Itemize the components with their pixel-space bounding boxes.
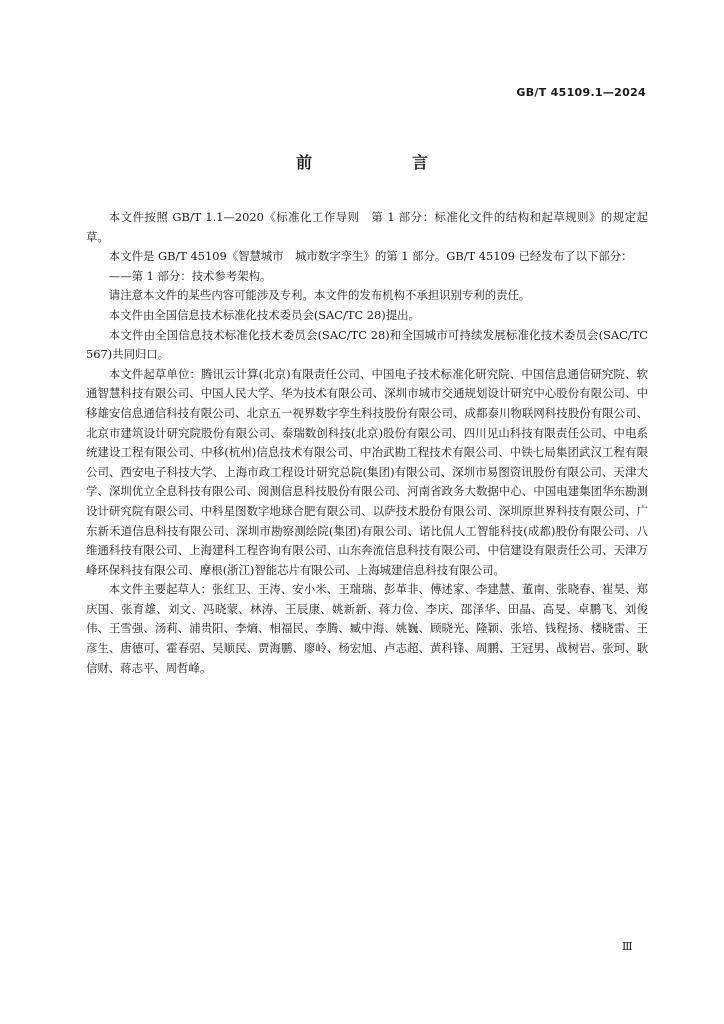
paragraph-series-parts: 本文件是 GB/T 45109《智慧城市 城市数字孪生》的第 1 部分。GB/T 45109 已经发布了以下部分： xyxy=(108,249,633,264)
paragraph-administered-by: 本文件由全国信息技术标准化技术委员会(SAC/TC 28)和全国城市可持续发展标准化技术委员会(SAC/TC 567)共同归口。 xyxy=(86,327,648,362)
foreword-body xyxy=(86,208,648,678)
standard-code: GB/T 45109.1—2024 xyxy=(516,86,646,99)
paragraph-patent-notice: 请注意本文件的某些内容可能涉及专利。本文件的发布机构不承担识别专利的责任。 xyxy=(108,288,531,303)
page-title: 前 言 xyxy=(295,153,470,172)
page-number: Ⅲ xyxy=(622,940,633,953)
paragraph-part-list: ——第 1 部分：技术参考架构。 xyxy=(108,268,272,283)
paragraph-drafting-rules: 本文件按照 GB/T 1.1—2020《标准化工作导则 第 1 部分：标准化文件的结构和起草规则》的规定起草。 xyxy=(86,210,648,244)
paragraph-proposed-by: 本文件由全国信息技术标准化技术委员会(SAC/TC 28)提出。 xyxy=(108,307,420,322)
paragraph-drafters: 本文件主要起草人：张红卫、王涛、安小米、王瑞瑞、彭革非、傅述家、李建慧、董南、张晓春、崔昊、郑庆国、张育雄、刘文、冯晓蒙、林涛、王辰康、姚新新、蒋力俭、李庆、邵泽华、田晶、高旻、卓鹏飞、刘俊伟、王雪强、汤莉、浦贵阳、李熵、相福民、李腾、臧中海、姚巍、顾晓光、隆颖、张培、钱程扬、楼晓雷、王彦生、唐德可、霍春弨、吴顺民、贾海鹏、廖岭、杨宏旭、卢志超、黄科锋、周鹏、王冠男、战树岩、张珂、耿信财、蒋志平、周哲峰。 xyxy=(86,582,648,675)
paragraph-drafting-units: 本文件起草单位：腾讯云计算(北京)有限责任公司、中国电子技术标准化研究院、中国信息通信研究院、软通智慧科技有限公司、中国人民大学、华为技术有限公司、深圳市城市交通规划设计研究中心股份有限公司、中移雄安信息通信科技有限公司、北京五一视界数字孪生科技股份有限公司、成都泰川物联网科技股份有限公司、北京市建筑设计研究院股份有限公司、泰瑞数创科技(北京)股份有限公司、四川见山科技有限责任公司、中电系统建设工程有限公司、中移(杭州)信息技术有限公司、中冶武勘工程技术有限公司、中铁七局集团武汉工程有限公司、西安电子科技大学、上海市政工程设计研究总院(集团)有限公司、深圳市易图资讯股份有限公司、天津大学、深圳优立全息科技有限公司、阅测信息科技股份有限公司、河南省政务大数据中心、中国电建集团华东勘测设计研究院有限公司、中科星图数字地球合肥有限公司、以萨技术股份有限公司、深圳原世界科技有限公司、广东新禾道信息科技有限公司、深圳市勘察测绘院(集团)有限公司、诺比侃人工智能科技(成都)股份有限公司、八维通科技有限公司、上海建科工程咨询有限公司、山东奔流信息科技有限公司、中信建设有限责任公司、天津万峰环保科技有限公司、摩根(浙江)智能芯片有限公司、上海城建信息科技有限公司。 xyxy=(86,366,648,577)
